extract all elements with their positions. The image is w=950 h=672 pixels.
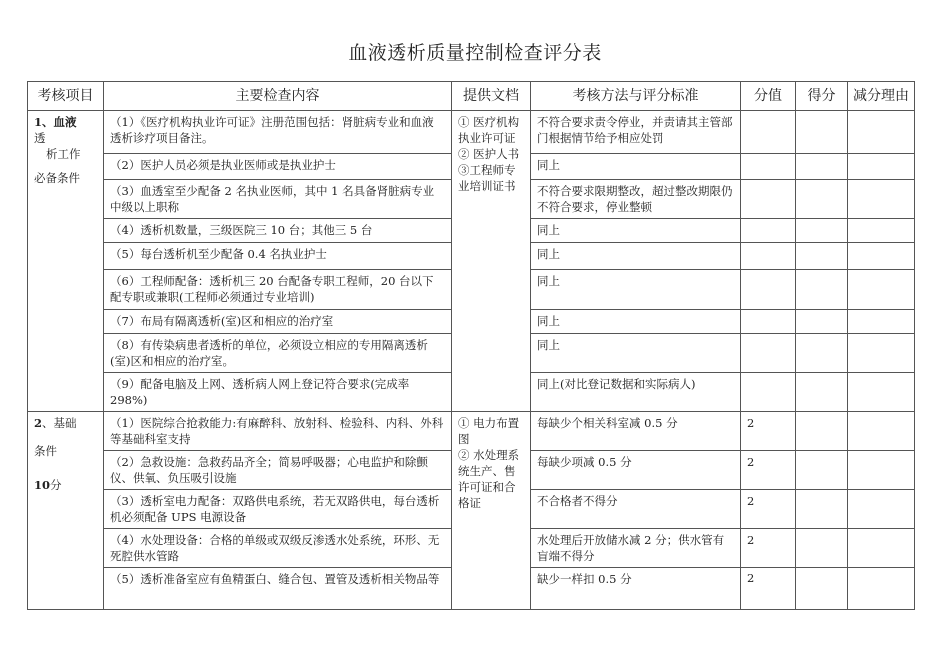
method-cell: 同上 [531, 154, 741, 180]
method-cell: 同上 [531, 310, 741, 334]
score-cell[interactable] [796, 180, 848, 219]
category-points: 10 [34, 478, 51, 492]
table-row [28, 412, 915, 451]
doc-item: ① 电力布置图 [458, 416, 520, 446]
content-cell: （2）医护人员必须是执业医师或是执业护士 [104, 154, 452, 180]
content-cell: （3）血透室至少配备 2 名执业医师，其中 1 名具备肾脏病专业中级以上职称 [104, 180, 452, 219]
reason-cell[interactable] [848, 219, 915, 243]
col-header-content: 主要检查内容 [104, 82, 452, 111]
col-header-method: 考核方法与评分标准 [531, 82, 741, 111]
value-cell [741, 219, 796, 243]
category-label: 分 [50, 478, 62, 492]
content-cell: （7）布局有隔离透析(室)区和相应的治疗室 [104, 310, 452, 334]
score-cell[interactable] [796, 568, 848, 610]
category-number: 2 [34, 416, 43, 430]
value-cell [741, 154, 796, 180]
reason-cell[interactable] [848, 412, 915, 451]
category-cell [28, 412, 104, 610]
content-cell: （5）透析准备室应有鱼精蛋白、缝合包、置管及透析相关物品等 [104, 568, 452, 610]
reason-cell[interactable] [848, 334, 915, 373]
value-cell: 2 [741, 568, 796, 610]
value-cell [741, 243, 796, 270]
score-cell[interactable] [796, 219, 848, 243]
category-number: 1 [34, 115, 43, 129]
content-cell: （4）水处理设备：合格的单级或双级反渗透水处系统，环形、无死腔供水管路 [104, 529, 452, 568]
value-cell [741, 373, 796, 412]
method-cell: 不符合要求责令停业，并责请其主管部门根据情节给予相应处罚 [531, 111, 741, 154]
col-header-score: 得分 [796, 82, 848, 111]
content-cell: （5）每台透析机至少配备 0.4 名执业护士 [104, 243, 452, 270]
value-cell [741, 111, 796, 154]
doc-item: ② 医护人书 [458, 147, 520, 161]
score-cell[interactable] [796, 373, 848, 412]
method-cell: 每缺少个相关科室减 0.5 分 [531, 412, 741, 451]
category-label: 条件 [34, 444, 57, 458]
category-label: 、基础 [42, 416, 77, 430]
value-cell [741, 334, 796, 373]
score-cell[interactable] [796, 243, 848, 270]
reason-cell[interactable] [848, 373, 915, 412]
reason-cell[interactable] [848, 154, 915, 180]
content-cell: （2）急救设施：急救药品齐全；简易呼吸器；心电监护和除颤仪、供氧、负压吸引设施 [104, 451, 452, 490]
page-title: 血液透析质量控制检查评分表 [348, 42, 602, 64]
value-cell: 2 [741, 412, 796, 451]
content-cell: （9）配备电脑及上网、透析病人网上登记符合要求(完成率 298%) [104, 373, 452, 412]
category-label: 、血液 [42, 115, 77, 129]
score-cell[interactable] [796, 490, 848, 529]
content-cell: （8）有传染病患者透析的单位，必须设立相应的专用隔离透析(室)区和相应的治疗室。 [104, 334, 452, 373]
score-cell[interactable] [796, 529, 848, 568]
method-cell: 同上 [531, 334, 741, 373]
doc-item: ③工程师专业培训证书 [458, 163, 516, 193]
col-header-reason: 减分理由 [848, 82, 915, 111]
docs-cell [452, 412, 531, 610]
method-cell: 同上(对比登记数据和实际病人) [531, 373, 741, 412]
category-label: 透 [34, 131, 46, 145]
value-cell [741, 310, 796, 334]
reason-cell[interactable] [848, 180, 915, 219]
score-cell[interactable] [796, 334, 848, 373]
content-cell: （6）工程师配备：透析机三 20 台配备专职工程师，20 台以下配专职或兼职(工程师必须通过专业培训) [104, 270, 452, 310]
col-header-docs: 提供文档 [452, 82, 531, 111]
method-cell: 每缺少项减 0.5 分 [531, 451, 741, 490]
content-cell: （1）《医疗机构执业许可证》注册范围包括：肾脏病专业和血液透析诊疗项目备注。 [104, 111, 452, 154]
content-cell: （1）医院综合抢救能力:有麻醉科、放射科、检验科、内科、外科等基础科室支持 [104, 412, 452, 451]
method-cell: 同上 [531, 270, 741, 310]
content-cell: （4）透析机数量，三级医院三 10 台；其他三 5 台 [104, 219, 452, 243]
value-cell [741, 270, 796, 310]
table-row [28, 111, 915, 154]
content-cell: （3）透析室电力配备：双路供电系统，若无双路供电，每台透析机必须配备 UPS 电源设备 [104, 490, 452, 529]
docs-cell [452, 111, 531, 412]
score-cell[interactable] [796, 111, 848, 154]
reason-cell[interactable] [848, 568, 915, 610]
reason-cell[interactable] [848, 490, 915, 529]
method-cell: 同上 [531, 219, 741, 243]
doc-item: ② 水处理系统生产、售许可证和合格证 [458, 448, 520, 510]
reason-cell[interactable] [848, 243, 915, 270]
method-cell: 不合格者不得分 [531, 490, 741, 529]
header-row [28, 82, 915, 111]
reason-cell[interactable] [848, 111, 915, 154]
value-cell [741, 180, 796, 219]
score-table [27, 81, 915, 610]
category-label: 析工作 [46, 147, 81, 161]
col-header-item: 考核项目 [28, 82, 104, 111]
value-cell: 2 [741, 529, 796, 568]
reason-cell[interactable] [848, 270, 915, 310]
score-cell[interactable] [796, 310, 848, 334]
method-cell: 水处理后开放储水减 2 分；供水管有盲端不得分 [531, 529, 741, 568]
reason-cell[interactable] [848, 451, 915, 490]
score-cell[interactable] [796, 412, 848, 451]
col-header-value: 分值 [741, 82, 796, 111]
value-cell: 2 [741, 490, 796, 529]
method-cell: 同上 [531, 243, 741, 270]
doc-item: ① 医疗机构执业许可证 [458, 115, 520, 145]
reason-cell[interactable] [848, 310, 915, 334]
category-cell [28, 111, 104, 412]
value-cell: 2 [741, 451, 796, 490]
category-label: 必备条件 [34, 171, 80, 185]
score-cell[interactable] [796, 270, 848, 310]
score-cell[interactable] [796, 154, 848, 180]
method-cell: 不符合要求限期整改，超过整改期限仍不符合要求，停业整顿 [531, 180, 741, 219]
method-cell: 缺少一样扣 0.5 分 [531, 568, 741, 610]
score-cell[interactable] [796, 451, 848, 490]
reason-cell[interactable] [848, 529, 915, 568]
